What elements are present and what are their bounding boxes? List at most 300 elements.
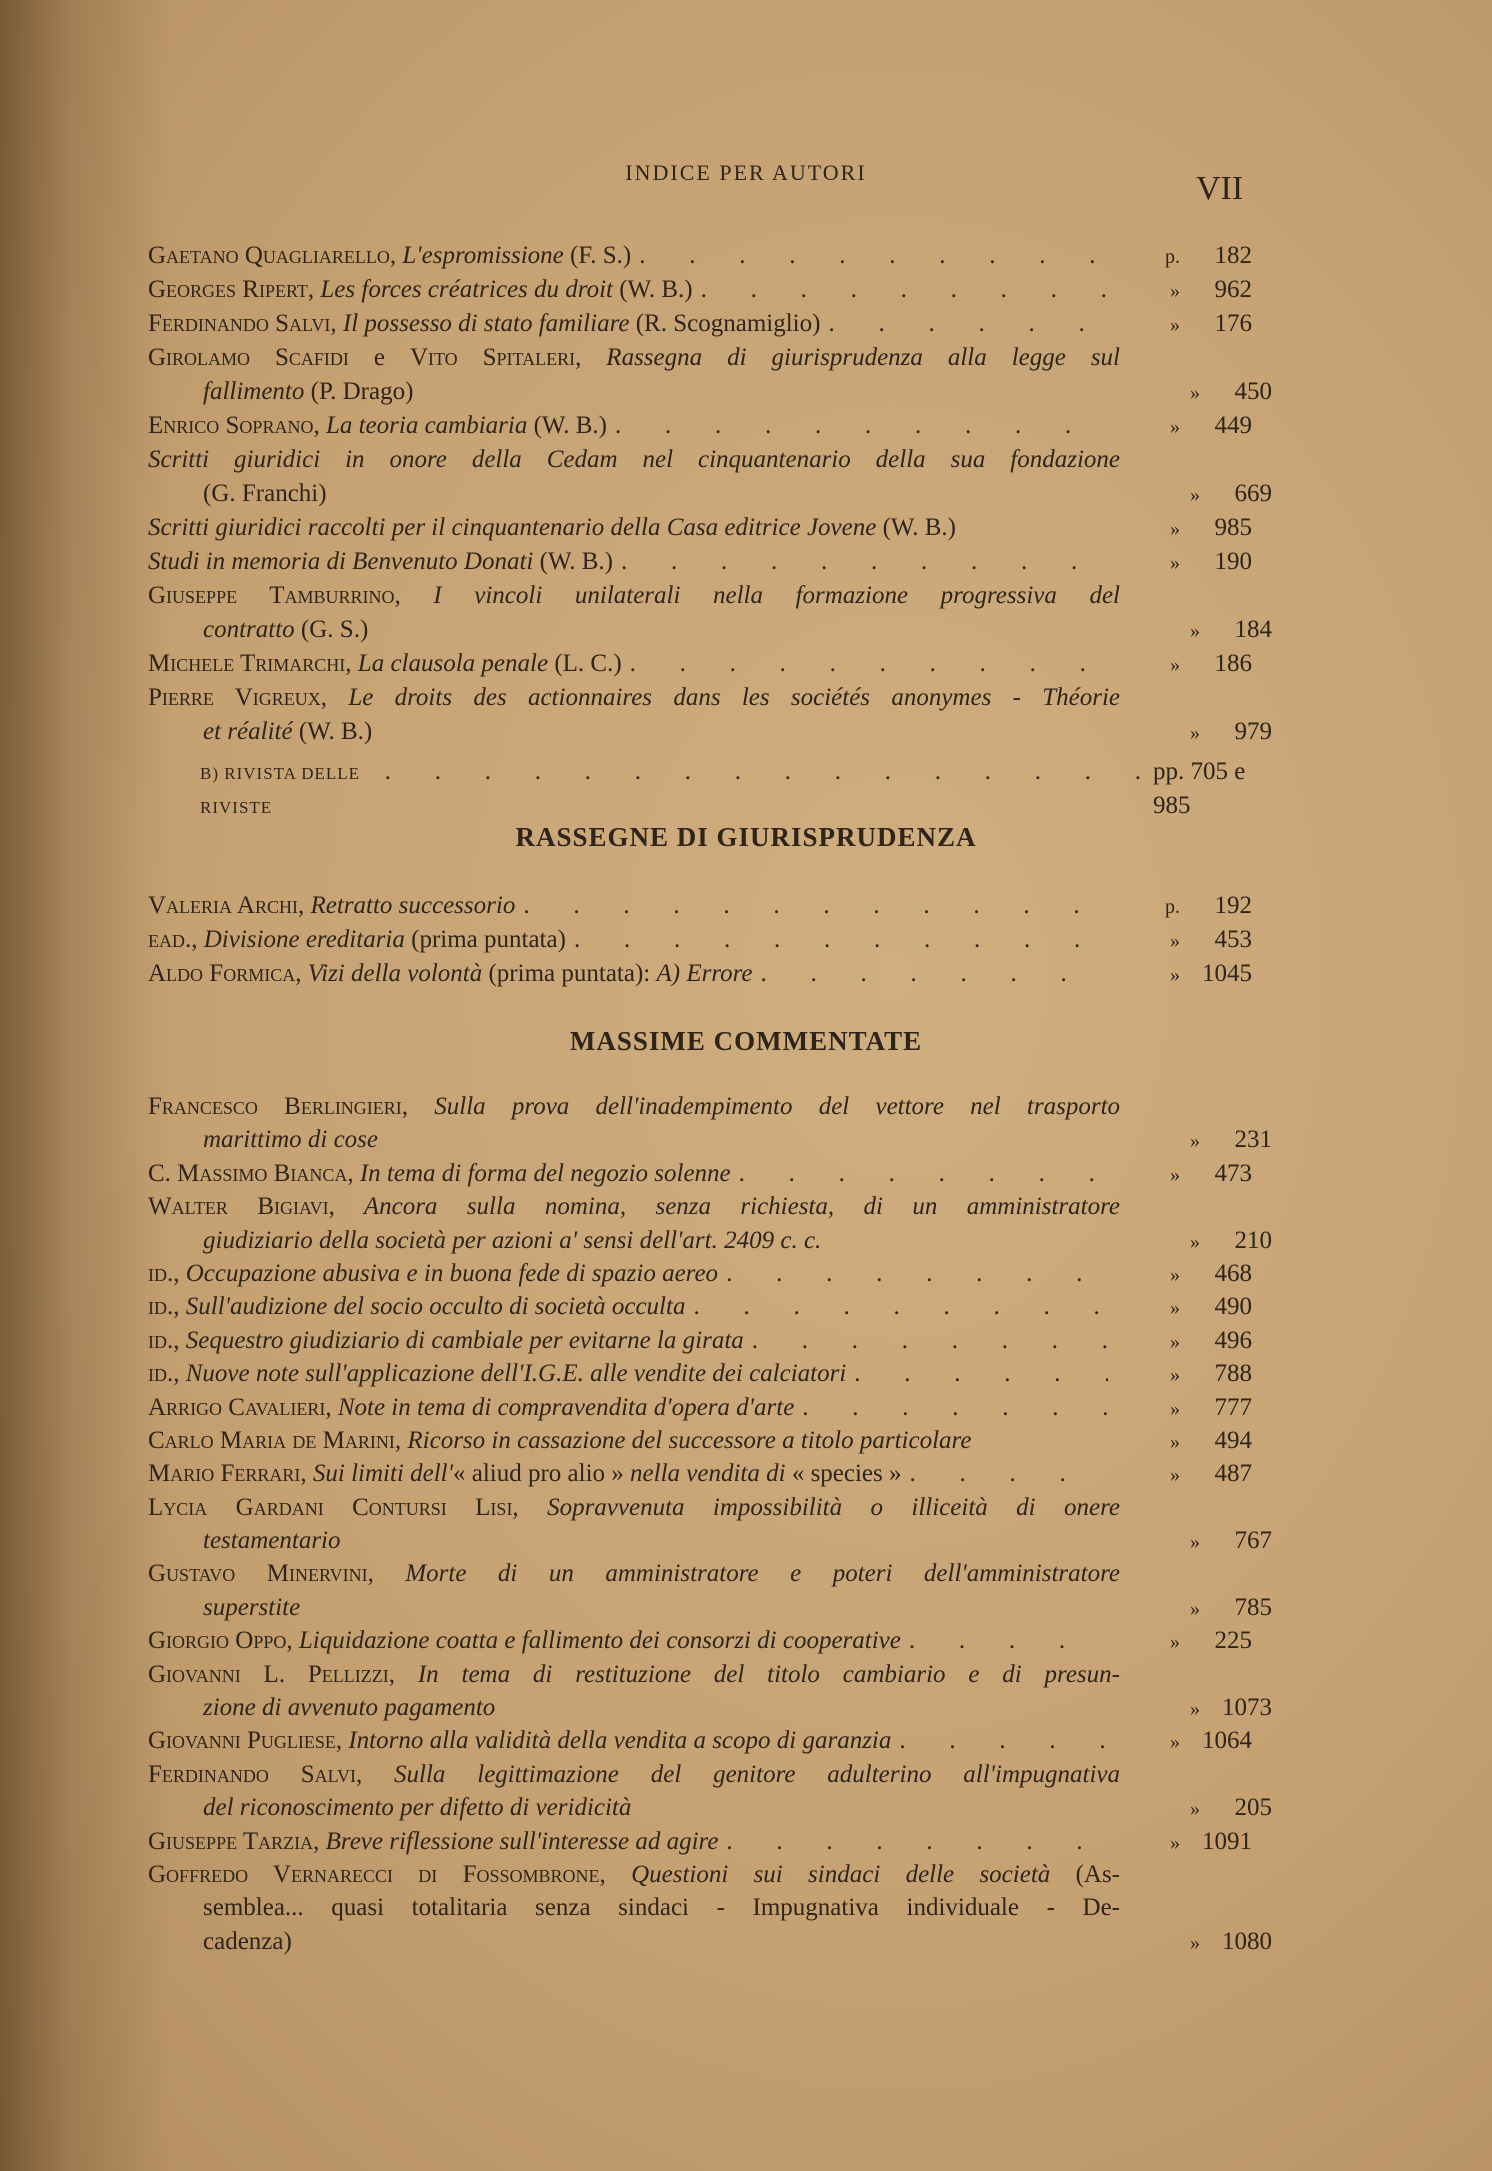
page-marker: p.: [1165, 896, 1180, 918]
entry-line: [148, 957, 1252, 991]
entry-line: [148, 1324, 1252, 1357]
entry-line: [148, 1090, 1252, 1123]
entry-line: [148, 681, 1252, 715]
index-entry: [148, 1290, 1252, 1323]
entry-text: [148, 409, 607, 443]
entry-text: [148, 1825, 718, 1858]
entry-line: [148, 1624, 1252, 1657]
work-title: Sull'audizione del socio occulto di società occulta: [179, 1293, 686, 1321]
dot-leader: [631, 239, 1108, 273]
work-title: La teoria cambiaria: [319, 412, 528, 439]
entry-line: [148, 273, 1252, 307]
author-name: Walter Bigiavi,: [148, 1193, 335, 1221]
entry-note: (W. B.): [876, 514, 956, 541]
page-reference: 1073: [1222, 1694, 1272, 1722]
index-entry: [148, 681, 1272, 749]
entry-line: [148, 715, 1272, 749]
page-marker: p.: [1165, 246, 1180, 268]
entry-note: (prima puntata):: [482, 960, 657, 987]
entry-text: [203, 1591, 1120, 1624]
entry-note: (prima puntata): [404, 926, 566, 953]
entry-line: [148, 923, 1252, 957]
author-name: Carlo Maria de Marini,: [148, 1426, 402, 1454]
page-marker: »: [1170, 1731, 1180, 1754]
entry-line: [148, 341, 1252, 375]
page-reference: 205: [1234, 1794, 1272, 1822]
entry-note: (W. B.): [612, 276, 693, 303]
dot-leader: [902, 1457, 1108, 1490]
entry-line: [148, 375, 1272, 409]
entry-text: [148, 1858, 1120, 1891]
author-name: Gaetano Quagliarello,: [148, 242, 397, 269]
page-marker: »: [1170, 1397, 1180, 1420]
work-title: Questioni sui sindaci delle società: [605, 1860, 1076, 1888]
page-reference: 487: [1214, 1460, 1252, 1488]
dot-leader: [1120, 1591, 1128, 1624]
dot-leader: [753, 957, 1108, 991]
entry-text: [203, 1925, 1120, 1958]
dot-leader: [901, 1624, 1108, 1657]
index-entry: [148, 647, 1252, 681]
dot-leader: [1120, 375, 1128, 409]
work-title: fallimento: [203, 378, 305, 405]
dot-leader: [1120, 477, 1128, 511]
entry-line: [148, 1891, 1252, 1924]
index-entry: [148, 1190, 1272, 1257]
section-heading-rassegne: RASSEGNE DI GIURISPRUDENZA: [515, 822, 977, 852]
index-entry: [148, 511, 1252, 545]
rivista-label: B) RIVISTA DELLE RIVISTE: [200, 764, 361, 817]
page-reference: 1091: [1202, 1827, 1252, 1855]
reviews-index-section: [148, 239, 1272, 749]
work-title: La clausola penale: [351, 650, 549, 677]
author-name: Giovanni Pugliese,: [148, 1727, 343, 1755]
entry-text: [148, 1457, 902, 1490]
entry-text: [148, 1257, 718, 1290]
work-title: Intorno alla validità della vendita a scopo di garanzia: [342, 1727, 892, 1755]
work-title: Note in tema di compravendita d'opera d'arte: [331, 1393, 795, 1421]
entry-note: e: [348, 344, 410, 371]
author-name: Enrico Soprano,: [148, 412, 320, 439]
page-reference: 777: [1214, 1393, 1252, 1421]
entry-text: [148, 341, 1120, 375]
dot-leader: [693, 273, 1108, 307]
index-entry: [148, 307, 1252, 341]
entry-line: [148, 1925, 1272, 1958]
dot-leader: [1120, 1691, 1128, 1724]
page-marker: »: [1190, 484, 1200, 506]
index-entry: [148, 1758, 1272, 1825]
entry-note: (W. B.): [533, 548, 614, 575]
entry-line: [148, 647, 1252, 681]
entry-text: [148, 239, 631, 273]
entry-text: [148, 1624, 901, 1657]
entry-line: [148, 1791, 1272, 1824]
page-reference: 453: [1214, 926, 1252, 953]
work-title: giudiziario della società per azioni a' sensi dell'art. 2409 c. c.: [203, 1226, 822, 1254]
page-reference: 490: [1214, 1293, 1252, 1321]
entry-text: [148, 1357, 846, 1390]
work-title: Ricorso in cassazione del successore a titolo particolare: [401, 1426, 972, 1454]
dot-leader: [566, 923, 1108, 957]
dot-leader: [1120, 613, 1128, 647]
index-entry: [148, 443, 1272, 511]
entry-note: (W. B.): [292, 718, 373, 745]
work-title: nella vendita di: [630, 1460, 792, 1488]
entry-line: [148, 477, 1272, 511]
entry-line: [148, 1424, 1252, 1457]
work-title: Breve riflessione sull'interesse ad agire: [319, 1827, 719, 1855]
entry-line: [148, 1557, 1252, 1590]
dot-leader: [373, 755, 1153, 789]
page-marker: »: [1170, 280, 1180, 302]
dot-leader: [622, 647, 1108, 681]
entry-text: [148, 923, 566, 957]
page-reference: 192: [1214, 892, 1252, 919]
page-marker: »: [1170, 1163, 1180, 1186]
entry-text: [148, 889, 515, 923]
entry-line: [148, 1491, 1252, 1524]
page-reference: 225: [1214, 1627, 1252, 1655]
page-reference: 962: [1214, 276, 1252, 303]
author-name: Gustavo Minervini,: [148, 1560, 374, 1588]
index-entry: [148, 1491, 1272, 1558]
work-title: Sulla legittimazione del genitore adulterino all'impugnativa: [362, 1760, 1120, 1788]
entry-line: [148, 1591, 1272, 1624]
entry-line: [148, 443, 1252, 477]
page-reference: 494: [1214, 1426, 1252, 1454]
entry-line: [148, 1724, 1252, 1757]
page-marker: »: [1190, 620, 1200, 642]
work-title: Sulla prova dell'inadempimento del vettore nel trasporto: [408, 1093, 1120, 1120]
work-title: et réalité: [203, 718, 293, 745]
author-name: C. Massimo Bianca,: [148, 1159, 354, 1187]
index-entry: [148, 1324, 1252, 1357]
work-title: Les forces créatrices du droit: [314, 276, 613, 303]
page-marker: »: [1170, 1364, 1180, 1387]
work-title: Sopravvenuta impossibilità o illiceità di onere: [518, 1493, 1120, 1521]
entry-line: [148, 1758, 1252, 1791]
page-marker: »: [1170, 518, 1180, 540]
work-title: del riconoscimento per difetto di veridicità: [203, 1794, 632, 1822]
author-name: Giorgio Oppo,: [148, 1627, 293, 1655]
author-name: Georges Ripert,: [148, 276, 315, 303]
dot-leader: [718, 1257, 1108, 1290]
entry-text: [203, 1224, 1120, 1257]
page-marker: »: [1170, 1831, 1180, 1854]
index-entry: [148, 1157, 1252, 1190]
entry-line: [148, 409, 1252, 443]
index-entry: [148, 957, 1252, 991]
entry-line: [148, 1190, 1252, 1223]
index-entry: [148, 341, 1272, 409]
author-name: Francesco Berlingieri,: [148, 1093, 409, 1120]
work-title: marittimo di cose: [203, 1126, 378, 1154]
page-reference: 788: [1214, 1360, 1252, 1388]
work-title: In tema di forma del negozio solenne: [353, 1159, 731, 1187]
index-entry: [148, 889, 1252, 923]
page-reference: 449: [1214, 412, 1252, 439]
work-title: testamentario: [203, 1527, 341, 1555]
entry-line: [148, 1157, 1252, 1190]
entry-line: [148, 1524, 1272, 1557]
page-marker: »: [1190, 722, 1200, 744]
page-reference: 985: [1214, 514, 1252, 541]
dot-leader: [613, 545, 1108, 579]
dot-leader: [1120, 1524, 1128, 1557]
page-reference: 785: [1234, 1593, 1272, 1621]
entry-line: [148, 1224, 1272, 1257]
entry-text: [148, 307, 820, 341]
page-reference: 182: [1214, 242, 1252, 269]
entry-line: [148, 1290, 1252, 1323]
entry-note: (W. B.): [527, 412, 607, 439]
dot-leader: [515, 889, 1108, 923]
entry-line: [148, 579, 1252, 613]
entry-text: [148, 1190, 1120, 1223]
page-marker: »: [1170, 1297, 1180, 1320]
page-marker: »: [1170, 1464, 1180, 1487]
entry-line: [148, 1658, 1252, 1691]
entry-line: [148, 1825, 1252, 1858]
entry-text: [203, 1891, 1120, 1924]
work-title: Scritti giuridici raccolti per il cinquantenario della Casa editrice Jovene: [148, 514, 877, 541]
index-entry: [148, 273, 1252, 307]
rivista-delle-riviste-entry: [200, 755, 1252, 825]
dot-leader: [820, 307, 1108, 341]
entry-text: [203, 1791, 1120, 1824]
rivista-pages: pp. 705 e 985: [1153, 758, 1246, 819]
dot-leader: [891, 1724, 1108, 1757]
work-title: Ancora sulla nomina, senza richiesta, di un amministratore: [334, 1193, 1120, 1221]
author-name: Vito Spitaleri,: [409, 344, 582, 371]
entry-text: [203, 1524, 1120, 1557]
page-reference: 473: [1214, 1159, 1252, 1187]
entry-line: [148, 1391, 1252, 1424]
index-entry: [148, 1391, 1252, 1424]
page-reference: 210: [1234, 1226, 1272, 1254]
page-marker: »: [1190, 382, 1200, 404]
page-marker: »: [1170, 552, 1180, 574]
work-title: Nuove note sull'applicazione dell'I.G.E. alle vendite dei calciatori: [179, 1360, 847, 1388]
index-entry: [148, 1257, 1252, 1290]
entry-line: [148, 1257, 1252, 1290]
index-entry: [148, 579, 1272, 647]
entry-text: [203, 613, 1120, 647]
entry-line: [148, 1123, 1272, 1156]
author-name: Giovanni L. Pellizzi,: [148, 1660, 396, 1688]
author-name: ead.,: [148, 926, 198, 953]
index-entry: [148, 1624, 1252, 1657]
entry-text: [148, 1724, 891, 1757]
work-title: Vizi della volontà: [301, 960, 483, 987]
work-title: Scritti giuridici in onore della Cedam nel cinquantenario della sua fondazione: [148, 446, 1120, 473]
page-marker: »: [1170, 654, 1180, 676]
entry-text: [148, 1557, 1120, 1590]
work-title: Liquidazione coatta e fallimento dei consorzi di cooperative: [292, 1627, 901, 1655]
work-title: Sequestro giudiziario di cambiale per evitarne la girata: [179, 1326, 744, 1354]
page-reference: 669: [1234, 480, 1272, 507]
entry-text: [148, 681, 1120, 715]
work-title: Divisione ereditaria: [197, 926, 405, 953]
author-name: Giuseppe Tamburrino,: [148, 582, 401, 609]
page-reference: 231: [1234, 1126, 1272, 1154]
dot-leader: [1120, 1123, 1128, 1156]
work-title: Morte di un amministratore e poteri dell'amministratore: [373, 1560, 1120, 1588]
page-marker: »: [1190, 1531, 1200, 1554]
page-reference: 468: [1214, 1259, 1252, 1287]
work-title: zione di avvenuto pagamento: [203, 1694, 496, 1722]
author-name: id.,: [148, 1259, 180, 1287]
author-name: Ferdinando Salvi,: [148, 310, 337, 337]
entry-note: (R. Scognamiglio): [629, 310, 821, 337]
entry-text: [148, 1290, 685, 1323]
author-name: Arrigo Cavalieri,: [148, 1393, 332, 1421]
author-name: Mario Ferrari,: [148, 1460, 307, 1488]
page-reference: 767: [1234, 1527, 1272, 1555]
page-marker: »: [1190, 1130, 1200, 1153]
page-marker: »: [1170, 416, 1180, 438]
entry-note: (P. Drago): [304, 378, 414, 405]
entry-line: [148, 613, 1272, 647]
section-heading-massime: MASSIME COMMENTATE: [569, 1026, 923, 1056]
dot-leader: [1120, 1224, 1128, 1257]
page-marker: »: [1170, 930, 1180, 952]
entry-note: cadenza): [203, 1927, 292, 1955]
dot-leader: [607, 409, 1108, 443]
page-marker: »: [1190, 1931, 1200, 1954]
entry-text: [148, 545, 613, 579]
entry-text: [148, 443, 1120, 477]
author-name: Goffredo Vernarecci di Fossombrone,: [148, 1860, 606, 1888]
index-entry: [148, 1724, 1252, 1757]
page-reference: 184: [1234, 616, 1272, 643]
page-marker: »: [1170, 1330, 1180, 1353]
entry-note: « species »: [791, 1460, 902, 1488]
entry-text: [148, 1491, 1120, 1524]
work-title: contratto: [203, 616, 295, 643]
author-name: id.,: [148, 1293, 180, 1321]
work-title: Sui limiti dell': [306, 1460, 453, 1488]
work-title: superstite: [203, 1593, 301, 1621]
page-marker: »: [1170, 1430, 1180, 1453]
dot-leader: [1120, 715, 1128, 749]
entry-text: [203, 715, 1120, 749]
index-entry: [148, 239, 1252, 273]
page-reference: 979: [1234, 718, 1272, 745]
entry-text: [148, 1324, 744, 1357]
dot-leader: [1120, 1791, 1128, 1824]
index-entry: [148, 1658, 1272, 1725]
page-marker: »: [1170, 314, 1180, 336]
page-marker: »: [1190, 1798, 1200, 1821]
index-entry: [148, 1825, 1252, 1858]
page-reference: 450: [1234, 378, 1272, 405]
page-reference: 1064: [1202, 1727, 1252, 1755]
page-marker: »: [1190, 1597, 1200, 1620]
index-entry: [148, 1357, 1252, 1390]
author-name: Giuseppe Tarzia,: [148, 1827, 320, 1855]
author-name: Girolamo Scafidi: [148, 344, 349, 371]
dot-leader: [731, 1157, 1108, 1190]
work-title: A) Errore: [656, 960, 753, 987]
page-marker: »: [1170, 964, 1180, 986]
entry-text: [148, 1424, 971, 1457]
page-reference: 1080: [1222, 1927, 1272, 1955]
entry-line: [148, 239, 1252, 273]
entry-note: semblea... quasi totalitaria senza sindaci - Impugnativa individuale - De-: [203, 1894, 1120, 1922]
page-reference: 186: [1214, 650, 1252, 677]
author-name: Pierre Vigreux,: [148, 684, 328, 711]
page-marker: »: [1190, 1698, 1200, 1721]
page-marker: »: [1190, 1230, 1200, 1253]
dot-leader: [794, 1391, 1108, 1424]
index-entry: [148, 1090, 1272, 1157]
entry-line: [148, 1457, 1252, 1490]
author-name: Lycia Gardani Contursi Lisi,: [148, 1493, 519, 1521]
work-title: Occupazione abusiva e in buona fede di spazio aereo: [179, 1259, 719, 1287]
page-reference: 496: [1214, 1326, 1252, 1354]
author-name: Aldo Formica,: [148, 960, 302, 987]
index-entry: [148, 1858, 1272, 1958]
entry-note: (G. S.): [294, 616, 369, 643]
entry-note: (F. S.): [563, 242, 632, 269]
author-name: Michele Trimarchi,: [148, 650, 352, 677]
work-title: In tema di restituzione del titolo cambiario e di presun-: [395, 1660, 1120, 1688]
entry-text: [148, 1090, 1120, 1123]
entry-line: [148, 889, 1252, 923]
entry-text: [148, 1758, 1120, 1791]
dot-leader: [685, 1290, 1108, 1323]
entry-text: [148, 273, 693, 307]
entry-line: [148, 511, 1252, 545]
entry-line: [148, 1691, 1272, 1724]
work-title: Rassegna di giurisprudenza alla legge sul: [581, 344, 1120, 371]
work-title: Le droits des actionnaires dans les sociétés anonymes - Théorie: [327, 684, 1120, 711]
page-number: VII: [1196, 170, 1244, 207]
work-title: Il possesso di stato familiare: [336, 310, 630, 337]
author-name: Ferdinando Salvi,: [148, 1760, 363, 1788]
entry-text: [148, 511, 956, 545]
entry-note: (As-: [1075, 1860, 1120, 1888]
entry-text: [203, 1691, 1120, 1724]
rassegne-section: [148, 889, 1252, 991]
author-name: id.,: [148, 1360, 180, 1388]
work-title: L'espromissione: [396, 242, 564, 269]
dot-leader: [744, 1324, 1108, 1357]
entry-line: [148, 307, 1252, 341]
entry-line: [148, 1357, 1252, 1390]
entry-note: (G. Franchi): [203, 480, 327, 507]
index-entry: [148, 923, 1252, 957]
author-name: id.,: [148, 1326, 180, 1354]
entry-line: [148, 545, 1252, 579]
work-title: I vincoli unilaterali nella formazione progressiva del: [400, 582, 1120, 609]
index-entry: [148, 1457, 1252, 1490]
index-entry: [148, 409, 1252, 443]
index-entry: [148, 545, 1252, 579]
entry-text: [148, 579, 1120, 613]
massime-section: [148, 1090, 1272, 1958]
dot-leader: [1120, 1925, 1128, 1958]
entry-text: [148, 957, 753, 991]
page-marker: »: [1170, 1631, 1180, 1654]
work-title: Retratto successorio: [304, 892, 516, 919]
dot-leader: [846, 1357, 1108, 1390]
page-marker: »: [1170, 1263, 1180, 1286]
entry-text: [203, 1123, 1120, 1156]
running-head: INDICE PER AUTORI: [625, 160, 867, 185]
